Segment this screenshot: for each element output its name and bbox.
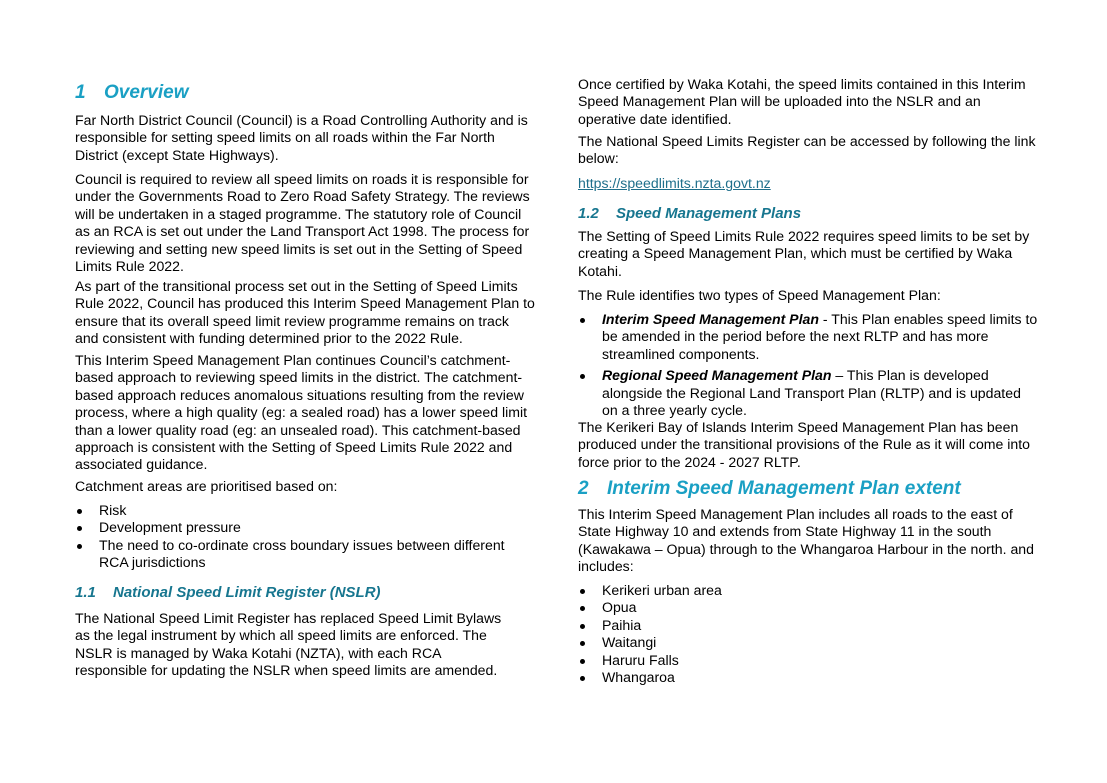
- section-title: Overview: [104, 82, 189, 103]
- list-item: [578, 311, 1040, 363]
- plan-type-description: This Plan enables speed limits to be amended in the period before the next RLTP and has more streamlined components.: [602, 311, 1038, 362]
- section-heading-plan-extent: [578, 478, 961, 500]
- list-item: Risk: [75, 502, 535, 519]
- list-item: Haruru Falls: [578, 652, 1040, 669]
- list-item: Whangaroa: [578, 669, 1040, 686]
- subsection-heading-speed-management-plans: [578, 205, 801, 223]
- subsection-title: Speed Management Plans: [616, 205, 802, 222]
- term-separator: -: [818, 311, 832, 327]
- url-link-paragraph: [578, 175, 1040, 192]
- list-item: The need to co-ordinate cross boundary issues between different RCA jurisdictions: [75, 537, 509, 572]
- catchment-priority-list: [75, 502, 535, 572]
- section-heading-overview: [75, 82, 189, 104]
- paragraph: As part of the transitional process set out in the Setting of Speed Limits Rule 2022, Council has produced this Interim Speed Management Plan to ensure that its overall speed limit review programme remains on track and consistent with funding determined prior to the 2022 Rule.: [75, 278, 535, 347]
- subsection-number: 1.2: [578, 205, 599, 222]
- list-item: Development pressure: [75, 519, 535, 536]
- list-item: Opua: [578, 599, 1040, 616]
- paragraph: Catchment areas are prioritised based on:: [75, 478, 338, 494]
- section-title: Interim Speed Management Plan extent: [607, 478, 961, 499]
- subsection-title: National Speed Limit Register (NSLR): [113, 584, 381, 601]
- paragraph: This Interim Speed Management Plan includes all roads to the east of State Highway 10 and extends from State Highway 11 in the south (Kawakawa – Opua) through to the Whangaroa Harbour in the north. and includes:: [578, 506, 1034, 575]
- plan-type-term: Regional Speed Management Plan: [602, 367, 832, 384]
- plan-type-term: Interim Speed Management Plan: [602, 311, 819, 327]
- paragraph: Once certified by Waka Kotahi, the speed limits contained in this Interim Speed Management Plan will be uploaded into the NSLR and an operative date identified.: [578, 76, 1026, 127]
- paragraph: The Setting of Speed Limits Rule 2022 requires speed limits to be set by creating a Speed Management Plan, which must be certified by Waka Kotahi.: [578, 228, 1030, 279]
- term-separator: –: [831, 367, 847, 384]
- subsection-heading-nslr: [75, 584, 381, 602]
- plan-types-list: [578, 311, 1040, 419]
- paragraph: The National Speed Limits Register can be accessed by following the link below:: [578, 133, 1036, 167]
- list-item: Paihia: [578, 617, 1040, 634]
- paragraph: The Rule identifies two types of Speed Management Plan:: [578, 287, 941, 303]
- paragraph: Far North District Council (Council) is a Road Controlling Authority and is responsible for setting speed limits on all roads within the Far North District (except State Highways).: [75, 112, 528, 163]
- list-item: [578, 367, 1040, 419]
- section-number: 2: [578, 478, 589, 499]
- paragraph: The National Speed Limit Register has replaced Speed Limit Bylaws as the legal instrument by which all speed limits are enforced. The NSLR is managed by Waka Kotahi (NZTA), with each RCA responsible for updating the NSLR when speed limits are amended.: [75, 610, 502, 679]
- paragraph: Council is required to review all speed limits on roads it is responsible for under the Governments Road to Zero Road Safety Strategy. The reviews will be undertaken in a staged programme. The statutory role of Council as an RCA is set out under the Land Transport Act 1998. The process for reviewing and setting new speed limits is set out in the Setting of Speed Limits Rule 2022.: [75, 171, 530, 275]
- list-item: Kerikeri urban area: [578, 582, 1040, 599]
- list-item: Waitangi: [578, 634, 1040, 651]
- paragraph: The Kerikeri Bay of Islands Interim Speed Management Plan has been produced under the transitional provisions of the Rule as it will come into force prior to the 2024 - 2027 RLTP.: [578, 419, 1031, 470]
- paragraph: This Interim Speed Management Plan continues Council’s catchment-based approach to reviewing speed limits in the district. The catchment-based approach reduces anomalous situations resulting from the review process, where a high quality (eg: a sealed road) has a lower speed limit than a lower quality road (eg: an unsealed road). This catchment-based approach is consistent with the Setting of Speed Limits Rule 2022 and associated guidance.: [75, 352, 528, 473]
- plan-type-description: This Plan is developed alongside the Regional Land Transport Plan (RLTP) and is updated on a three yearly cycle.: [602, 367, 1021, 419]
- subsection-number: 1.1: [75, 584, 96, 601]
- nslr-link[interactable]: https://speedlimits.nzta.govt.nz: [578, 175, 771, 191]
- included-areas-list: [578, 582, 1040, 686]
- section-number: 1: [75, 82, 86, 103]
